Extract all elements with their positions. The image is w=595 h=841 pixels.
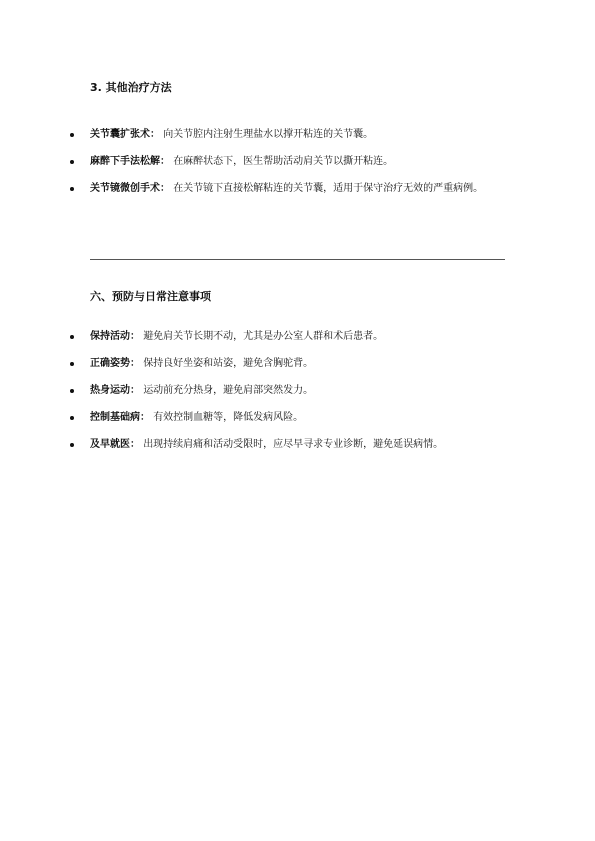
item-text: 运动前充分热身，避免肩部突然发力。 [143,385,314,396]
list-item [90,179,510,199]
item-text: 向关节腔内注射生理盐水以撑开粘连的关节囊。 [163,129,374,140]
item-term: 控制基础病： [90,412,150,423]
item-text: 出现持续肩痛和活动受限时，应尽早寻求专业诊断，避免延误病情。 [143,439,444,450]
bullet-icon [70,187,74,191]
item-term: 关节囊扩张术： [90,129,160,140]
item-term: 热身运动： [90,385,140,396]
list-item [90,125,510,145]
list-item [90,435,510,455]
section-heading-prevention: 六、预防与日常注意事项 [90,290,211,303]
bullet-icon [70,335,74,339]
bullet-icon [70,389,74,393]
item-term: 关节镜微创手术： [90,183,170,194]
item-term: 麻醉下手法松解： [90,156,170,167]
list-item [90,354,510,374]
list-item [90,408,510,428]
item-term: 正确姿势： [90,358,140,369]
item-term: 及早就医： [90,439,140,450]
section-heading-other-treatments: 3. 其他治疗方法 [90,81,172,94]
list-item [90,152,510,172]
prevention-list [90,327,510,462]
item-text: 保持良好坐姿和站姿，避免含胸驼背。 [143,358,314,369]
bullet-icon [70,443,74,447]
item-text: 在关节镜下直接松解粘连的关节囊，适用于保守治疗无效的严重病例。 [173,183,484,194]
item-text: 在麻醉状态下，医生帮助活动肩关节以撕开粘连。 [173,156,394,167]
bullet-icon [70,362,74,366]
item-text: 避免肩关节长期不动，尤其是办公室人群和术后患者。 [143,331,384,342]
item-text: 有效控制血糖等，降低发病风险。 [153,412,304,423]
horizontal-divider [90,259,505,260]
item-term: 保持活动： [90,331,140,342]
list-item [90,381,510,401]
bullet-icon [70,133,74,137]
other-treatments-list [90,125,510,206]
bullet-icon [70,416,74,420]
list-item [90,327,510,347]
bullet-icon [70,160,74,164]
